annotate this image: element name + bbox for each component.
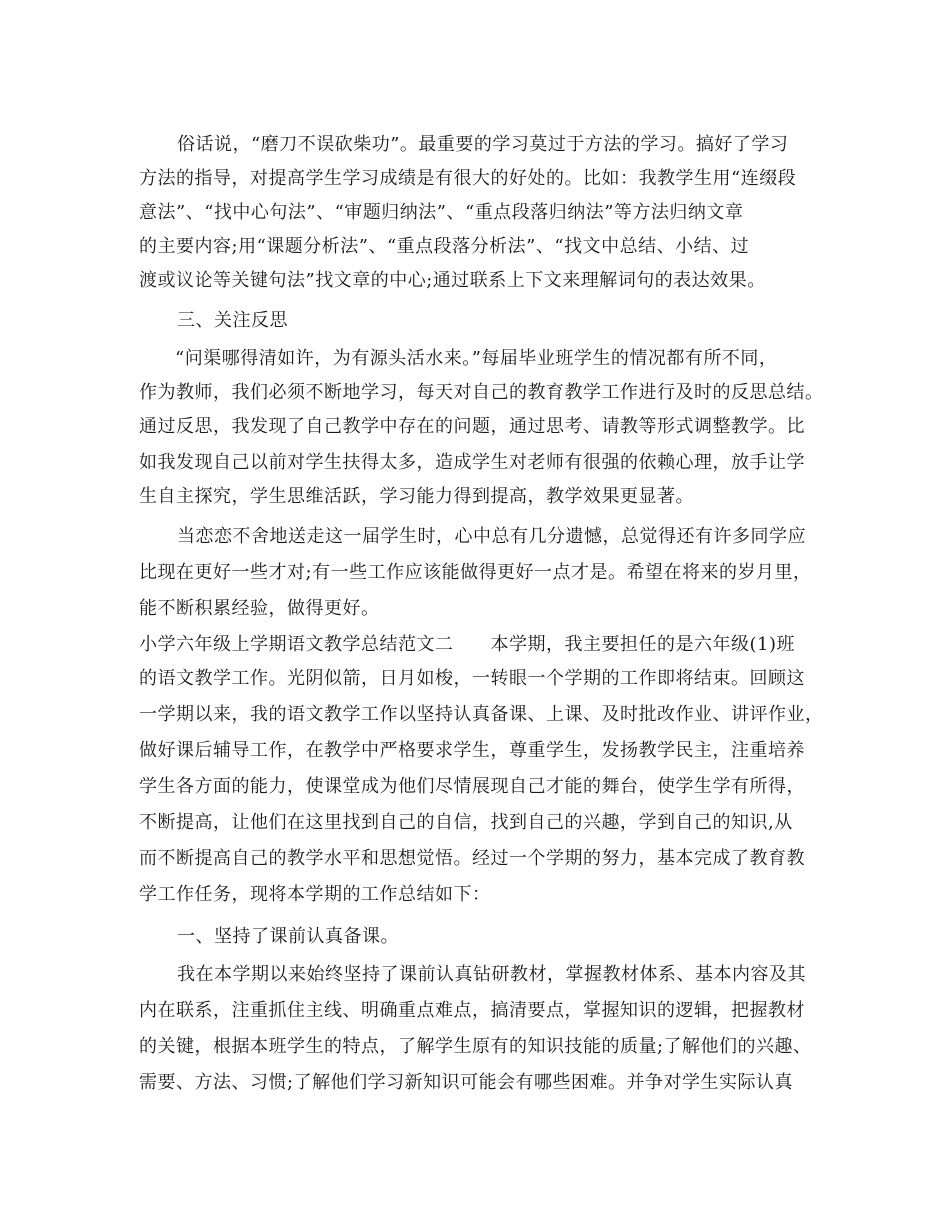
text-line: 作为教师，我们必须不断地学习，每天对自己的教育教学工作进行及时的反思总结。 [139,382,824,403]
text-line: 不断提高，让他们在这里找到自己的自信，找到自己的兴趣，学到自己的知识,从 [139,812,793,833]
text-line: “问渠哪得清如许，为有源头活水来。”每届毕业班学生的情况都有所不同， [175,348,778,369]
text-line: 的关键，根据本班学生的特点，了解学生原有的知识技能的质量;了解他们的兴趣、 [139,1036,812,1057]
text-line: 如我发现自己以前对学生扶得太多，造成学生对老师有很强的依赖心理，放手让学 [139,452,805,473]
text-line: 通过反思，我发现了自己教学中存在的问题，通过思考、请教等形式调整教学。比 [139,416,805,437]
text-line: 的主要内容;用“课题分析法”、“重点段落分析法”、“找文中总结、小结、过 [139,236,750,257]
section-title: 小学六年级上学期语文教学总结范文二 本学期，我主要担任的是六年级(1)班 [139,634,795,655]
text-line: 内在联系，注重抓住主线、明确重点难点，搞清要点，掌握知识的逻辑，把握教材 [139,1000,805,1021]
text-line: 学生各方面的能力，使课堂成为他们尽情展现自己才能的舞台，使学生学有所得， [139,776,805,797]
text-line: 做好课后辅导工作，在教学中严格要求学生，尊重学生，发扬教学民主，注重培养 [139,740,805,761]
text-line: 需要、方法、习惯;了解他们学习新知识可能会有哪些困难。并争对学生实际认真 [139,1072,794,1093]
text-line: 能不断积累经验，做得更好。 [139,598,380,619]
text-line: 意法”、“找中心句法”、“审题归纳法”、“重点段落归纳法”等方法归纳文章 [139,202,744,223]
text-line: 学工作任务，现将本学期的工作总结如下： [139,884,491,905]
text-line: 而不断提高自己的教学水平和思想觉悟。经过一个学期的努力，基本完成了教育教 [139,848,805,869]
text-line: 方法的指导，对提高学生学习成绩是有很大的好处的。比如：我教学生用“连缀段 [139,168,797,189]
text-line: 的语文教学工作。光阴似箭，日月如梭，一转眼一个学期的工作即将结束。回顾这 [139,668,805,689]
text-line: 俗话说，“磨刀不误砍柴功”。最重要的学习莫过于方法的学习。搞好了学习 [177,134,789,155]
text-line: 当恋恋不舍地送走这一届学生时，心中总有几分遗憾，总觉得还有许多同学应 [177,526,806,547]
text-line: 我在本学期以来始终坚持了课前认真钻研教材，掌握教材体系、基本内容及其 [177,964,806,985]
text-line: 比现在更好一些才对;有一些工作应该能做得更好一点才是。希望在将来的岁月里， [139,562,812,583]
text-line: 生自主探究，学生思维活跃，学习能力得到提高，教学效果更显著。 [139,486,694,507]
section-heading: 三、关注反思 [177,310,288,331]
text-line: 一学期以来，我的语文教学工作以坚持认真备课、上课、及时批改作业、讲评作业， [139,704,824,725]
text-line: 渡或议论等关键句法”找文章的中心;通过联系上下文来理解词句的表达效果。 [139,270,766,291]
section-heading: 一、坚持了课前认真备课。 [177,926,399,947]
